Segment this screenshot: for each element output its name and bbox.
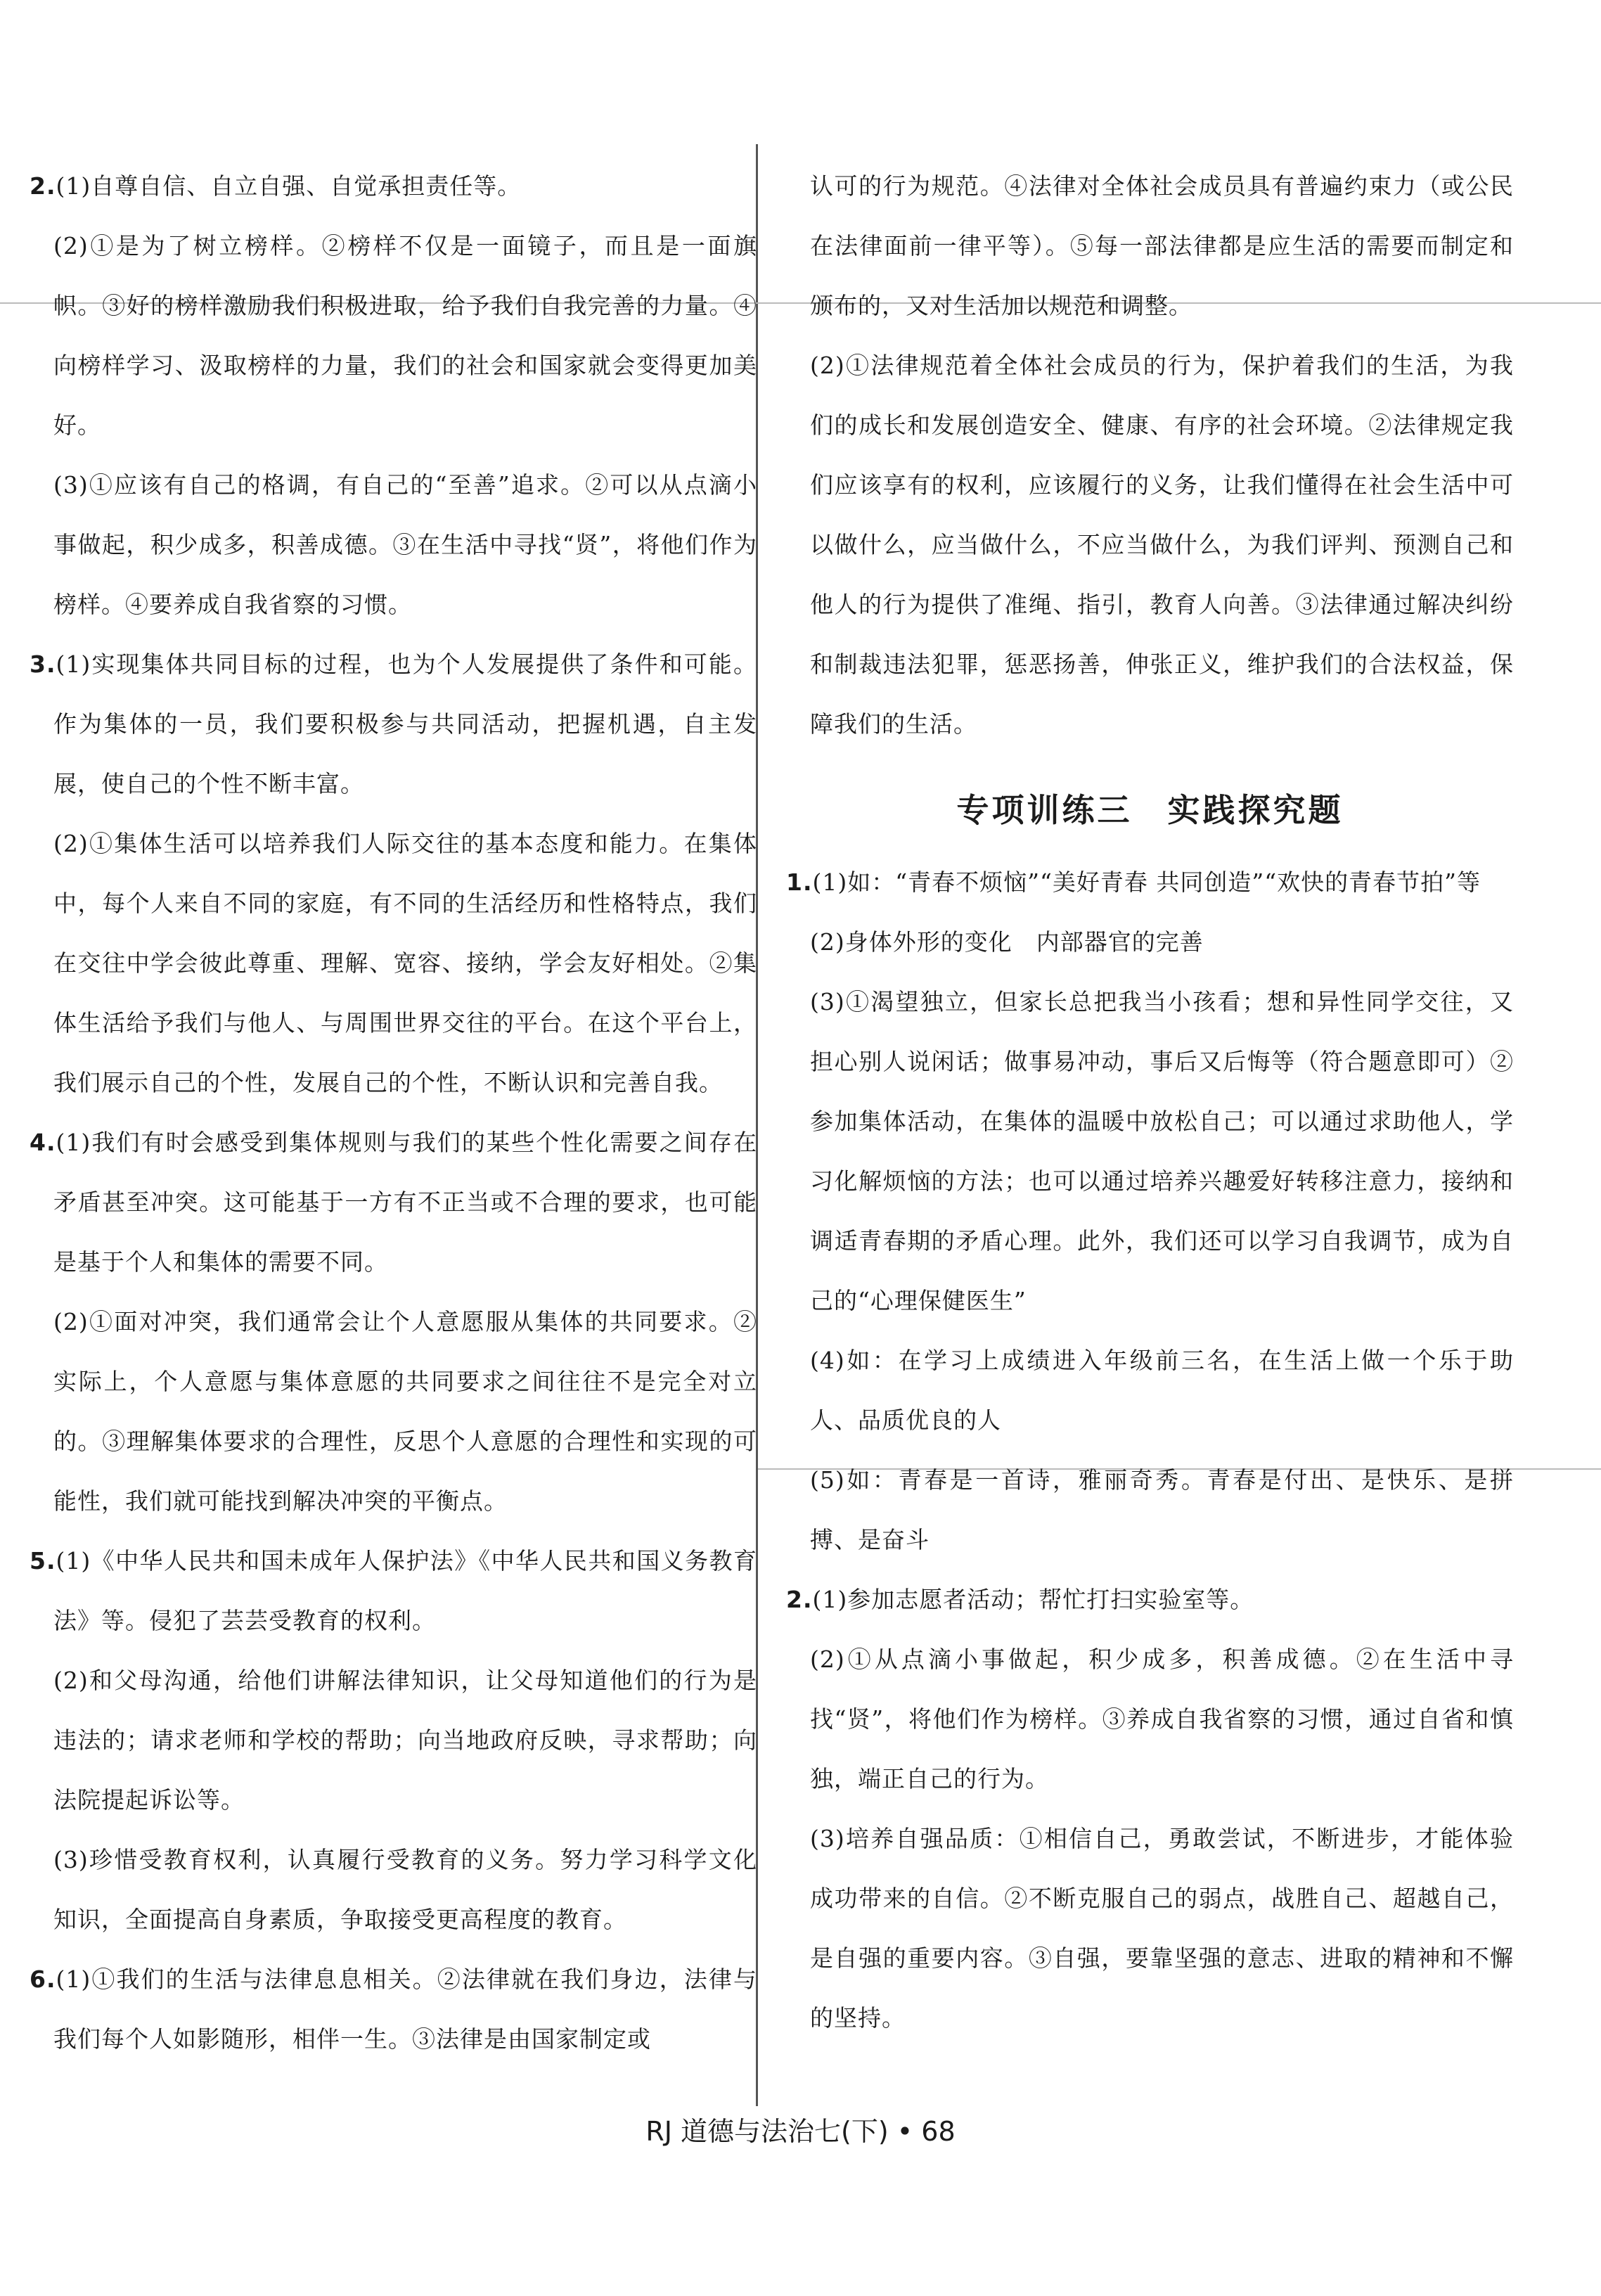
question-item (30, 1112, 757, 1292)
question-item (786, 852, 1514, 912)
question-item (30, 1949, 757, 2069)
answer-text: (2)①面对冲突，我们通常会让个人意愿服从集体的共同要求。②实际上，个人意愿与集体意愿的共同要求之间往往不是完全对立的。③理解集体要求的合理性，反思个人意愿的合理性和实现的可能性，我们就可能找到解决冲突的平衡点。 (53, 1308, 757, 1515)
left-column (30, 156, 757, 2069)
question-item (30, 156, 757, 216)
answer-text: (1)参加志愿者活动；帮忙打扫实验室等。 (812, 1586, 1254, 1613)
answer-paragraph (30, 1650, 757, 1830)
answer-text: (3)①应该有自己的格调，有自己的“至善”追求。②可以从点滴小事做起，积少成多，积善成德。③在生活中寻找“贤”，将他们作为榜样。④要养成自我省察的习惯。 (53, 471, 757, 618)
answer-text: 认可的行为规范。④法律对全体社会成员具有普遍约束力（或公民在法律面前一律平等）。⑤每一部法律都是应生活的需要而制定和颁布的，又对生活加以规范和调整。 (810, 172, 1514, 319)
answer-text: (1)自尊自信、自立自强、自觉承担责任等。 (56, 172, 522, 200)
question-item (30, 634, 757, 814)
question-number: 1. (786, 868, 813, 896)
answer-text: (1)《中华人民共和国未成年人保护法》《中华人民共和国义务教育法》等。侵犯了芸芸受教育的权利。 (53, 1547, 757, 1634)
question-item (786, 1570, 1514, 1629)
answer-text: (3)培养自强品质：①相信自己，勇敢尝试，不断进步，才能体验成功带来的自信。②不断克服自己的弱点，战胜自己、超越自己，是自强的重要内容。③自强，要靠坚强的意志、进取的精神和不懈的坚持。 (810, 1825, 1514, 2032)
question-number: 5. (30, 1547, 56, 1575)
answer-paragraph (786, 156, 1514, 335)
answer-paragraph (786, 1330, 1514, 1450)
answer-paragraph (786, 1450, 1514, 1570)
answer-text: (2)①是为了树立榜样。②榜样不仅是一面镜子，而且是一面旗帜。③好的榜样激励我们积极进取，给予我们自我完善的力量。④向榜样学习、汲取榜样的力量，我们的社会和国家就会变得更加美好。 (53, 232, 757, 439)
answer-paragraph (786, 912, 1514, 972)
answer-text: (2)和父母沟通，给他们讲解法律知识，让父母知道他们的行为是违法的；请求老师和学校的帮助；向当地政府反映，寻求帮助；向法院提起诉讼等。 (53, 1667, 757, 1814)
answer-paragraph (30, 1292, 757, 1531)
answer-text: (1)①我们的生活与法律息息相关。②法律就在我们身边，法律与我们每个人如影随形，相伴一生。③法律是由国家制定或 (53, 1965, 757, 2053)
section-title: 专项训练三 实践探究题 (956, 791, 1344, 829)
right-column (786, 156, 1514, 2048)
question-number: 2. (30, 172, 56, 200)
answer-text: (1)如：“青春不烦恼”“美好青春 共同创造”“欢快的青春节拍”等 (812, 868, 1481, 896)
answer-text: (1)我们有时会感受到集体规则与我们的某些个性化需要之间存在矛盾甚至冲突。这可能基于一方有不正当或不合理的要求，也可能是基于个人和集体的需要不同。 (53, 1129, 757, 1276)
question-item (30, 1531, 757, 1650)
answer-paragraph (30, 1830, 757, 1949)
answer-text: (2)①从点滴小事做起，积少成多，积善成德。②在生活中寻找“贤”，将他们作为榜样。③养成自我省察的习惯，通过自省和慎独，端正自己的行为。 (810, 1646, 1514, 1792)
right-bottom-answers (786, 852, 1514, 2048)
answer-paragraph (786, 335, 1514, 754)
answer-text: (2)①法律规范着全体社会成员的行为，保护着我们的生活，为我们的成长和发展创造安全、健康、有序的社会环境。②法律规定我们应该享有的权利，应该履行的义务，让我们懂得在社会生活中可以做什么，应当做什么，不应当做什么，为我们评判、预测自己和他人的行为提供了准绳、指引，教育人向善。③法律通过解决纠纷和制裁违法犯罪，惩恶扬善，伸张正义，维护我们的合法权益，保障我们的生活。 (810, 352, 1514, 738)
answer-paragraph (30, 814, 757, 1112)
answer-paragraph (786, 1809, 1514, 2048)
answer-paragraph (30, 216, 757, 455)
answer-paragraph (786, 1629, 1514, 1809)
answer-text: (3)珍惜受教育权利，认真履行受教育的义务。努力学习科学文化知识，全面提高自身素质，争取接受更高程度的教育。 (53, 1846, 757, 1933)
answer-text: (2)①集体生活可以培养我们人际交往的基本态度和能力。在集体中，每个人来自不同的家庭，有不同的生活经历和性格特点，我们在交往中学会彼此尊重、理解、宽容、接纳，学会友好相处。②集体生活给予我们与他人、与周围世界交往的平台。在这个平台上，我们展示自己的个性，发展自己的个性，不断认识和完善自我。 (53, 830, 757, 1096)
right-top-answers (786, 156, 1514, 754)
question-number: 6. (30, 1965, 56, 1993)
answer-text: (5)如：青春是一首诗，雅丽奇秀。青春是付出、是快乐、是拼搏、是奋斗 (810, 1466, 1514, 1553)
answer-text: (3)①渴望独立，但家长总把我当小孩看；想和异性同学交往，又担心别人说闲话；做事易冲动，事后又后悔等（符合题意即可）②参加集体活动，在集体的温暖中放松自己；可以通过求助他人，学习化解烦恼的方法；也可以通过培养兴趣爱好转移注意力，接纳和调适青春期的矛盾心理。此外，我们还可以学习自我调节，成为自己的“心理保健医生” (810, 988, 1514, 1314)
answer-text: (1)实现集体共同目标的过程，也为个人发展提供了条件和可能。作为集体的一员，我们要积极参与共同活动，把握机遇，自主发展，使自己的个性不断丰富。 (53, 650, 757, 797)
question-number: 4. (30, 1129, 56, 1156)
question-number: 2. (786, 1586, 813, 1613)
page-footer: RJ 道德与法治七(下) • 68 (645, 2116, 956, 2147)
answer-text: (4)如：在学习上成绩进入年级前三名，在生活上做一个乐于助人、品质优良的人 (810, 1347, 1514, 1434)
question-number: 3. (30, 650, 56, 678)
answer-text: (2)身体外形的变化 内部器官的完善 (810, 928, 1204, 956)
answer-paragraph (30, 455, 757, 634)
answer-paragraph (786, 972, 1514, 1330)
